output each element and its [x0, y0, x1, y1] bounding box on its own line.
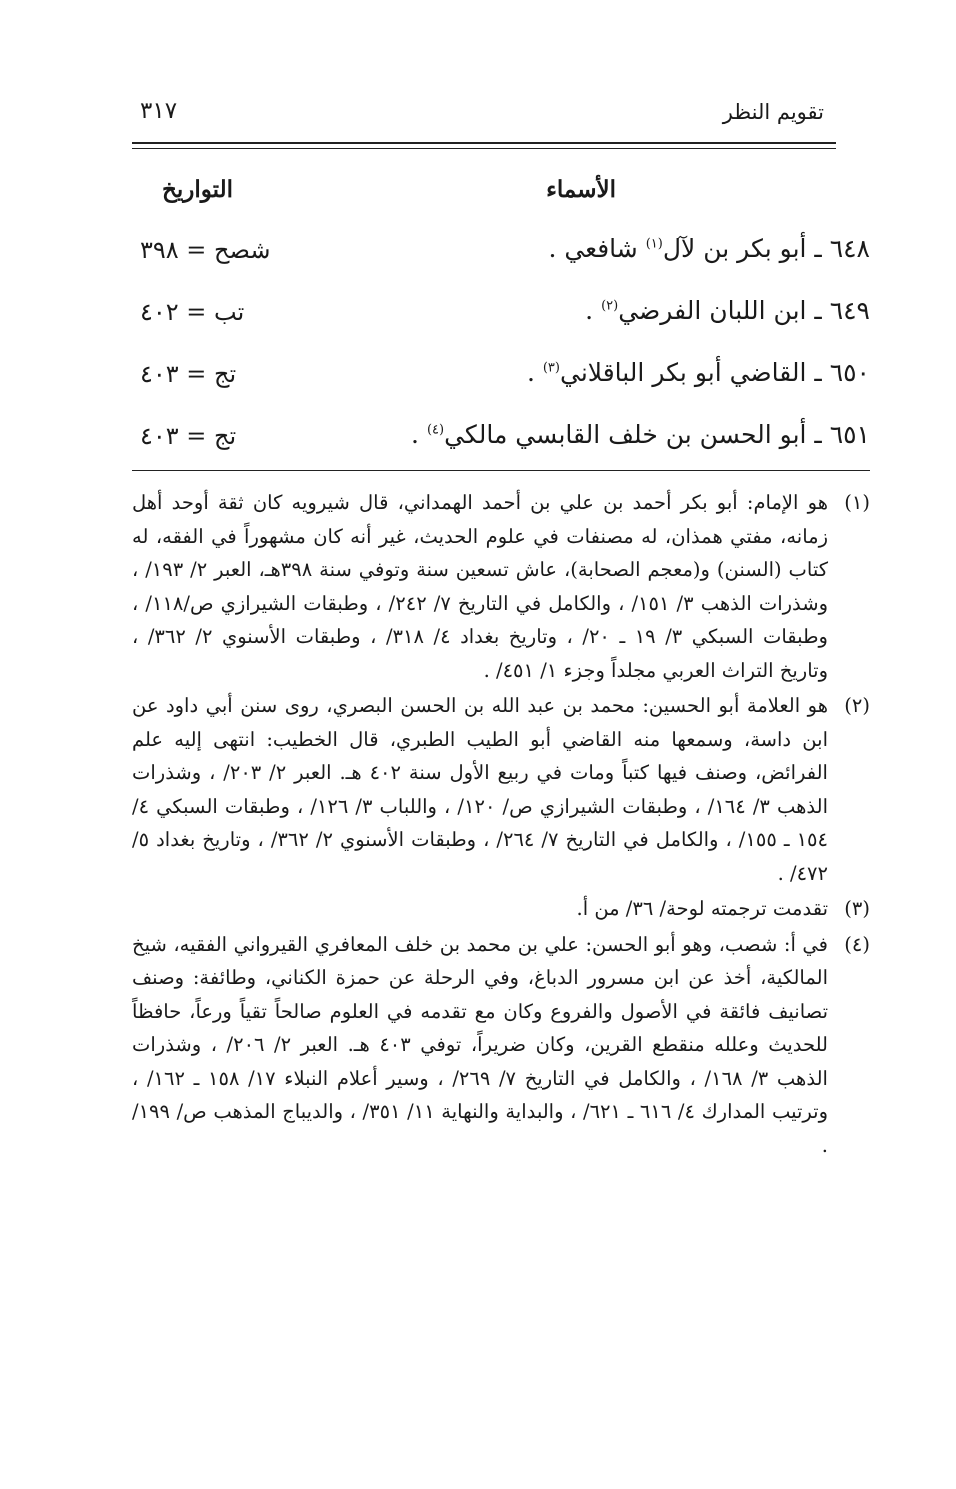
entry-name: ٦٤٩ ـ ابن اللبان الفرضي [618, 296, 870, 325]
footnote-text: تقدمت ترجمته لوحة/ ٣٦/ من أ. [576, 897, 828, 920]
footnote-text: هو الإمام: أبو بكر أحمد بن علي بن أحمد الهمداني، قال شيرويه كان ثقة أوحد أهل زمانه، مفتي همذان، له مصنفات في علوم الحديث، غير أنه كان مشهوراً في الفقه، له كتاب (السنن) و(معجم الصحابة)، عاش تسعين سنة وتوفي سنة ٣٩٨هـ، العبر ٢/ ١٩٣/ ، وشذرات الذهب ٣/ ١٥١/ ، والكامل في التاريخ ٧/ ٢٤٢/ ، وطبقات الشيرازي ص/١١٨/ ، وطبقات السبكي ٣/ ١٩ ـ ٢٠/ ، وتاريخ بغداد ٤/ ٣١٨/ ، وطبقات الأسنوي ٢/ ٣٦٢/ ، وتاريخ التراث العربي مجلداً وجزء ١/ ٤٥١/ . [132, 491, 829, 682]
entry-row [132, 352, 870, 414]
footnote-marker: (١) [645, 236, 663, 252]
footnote-marker: (٤) [426, 422, 445, 438]
footnotes [132, 486, 870, 1164]
book-title: تقويم النظر [722, 100, 824, 124]
entries-list [132, 228, 870, 476]
footnote-marker: (٢) [601, 298, 619, 314]
footnote-text: هو العلامة أبو الحسين: محمد بن عبد الله بن الحسن البصري، روى سنن أبي داود عن ابن داسة، وسمعها منه القاضي أبو الطيب الطبري، قال الخطيب: انتهى إليه علم الفرائض، وصنف فيها كتباً ومات في ربيع الأول سنة ٤٠٢ هـ. العبر ٢/ ٢٠٣/ ، وشذرات الذهب ٣/ ١٦٤/ ، وطبقات الشيرازي ص/ ١٢٠/ ، واللباب ٣/ ١٢٦/ ، وطبقات السبكي ٤/ ١٥٤ ـ ١٥٥/ ، والكامل في التاريخ ٧/ ٢٦٤/ ، وطبقات الأسنوي ٢/ ٣٦٢/ ، وتاريخ بغداد ٥/ ٤٧٢/ . [132, 694, 828, 885]
entry-date: تج = ٤٠٣ [140, 422, 237, 450]
entry-suffix: . [411, 420, 427, 449]
entry-date: شصح = ٣٩٨ [140, 236, 271, 264]
entry-row [132, 228, 870, 290]
entry-suffix: . [526, 358, 543, 387]
names-column-heading: الأسماء [546, 176, 616, 203]
footnote-marker: (٣) [542, 360, 560, 376]
entry-row [132, 414, 870, 476]
footnote-number: (٣) [844, 897, 870, 920]
footnote-separator [132, 470, 870, 471]
footnote-text: في أ: شصب، وهو أبو الحسن: علي بن محمد بن خلف المعافري القيرواني الفقيه، شيخ المالكية، أخذ عن ابن مسرور الدباغ، وفي الرحلة عن حمزة الكناني، وطائفة: وصنف تصانيف فائقة في الأصول والفروع وكان مع تقدمه في العلوم صالحاً تقياً ورعاً، حافظاً للحديث وعلله منقطع القرين، وكان ضريراً، توفي ٤٠٣ هـ. العبر ٢/ ٢٠٦/ ، وشذرات الذهب ٣/ ١٦٨/ ، والكامل في التاريخ ٧/ ٢٦٩/ ، وسير أعلام النبلاء ١٧/ ١٥٨ ـ ١٦٢/ ، وترتيب المدارك ٤/ ٦١٦ ـ ٦٢١/ ، والبداية والنهاية ١١/ ٣٥١/ ، والديباج المذهب ص/ ١٩٩/ . [132, 932, 829, 1157]
entry-suffix: شافعي . [548, 234, 646, 263]
footnote-number: (٤) [844, 932, 870, 956]
entry-row [132, 290, 870, 352]
footnote-number: (١) [844, 491, 870, 514]
footnote [132, 486, 870, 687]
dates-column-heading: التواريخ [162, 176, 233, 203]
entry-date: تج = ٤٠٣ [140, 360, 237, 388]
header-rule [132, 142, 836, 149]
footnote [132, 928, 870, 1163]
footnote [132, 689, 870, 890]
entry-name: ٦٥٠ ـ القاضي أبو بكر الباقلاني [559, 358, 870, 387]
footnote-number: (٢) [844, 694, 870, 717]
page-header [132, 100, 824, 140]
entry-name: ٦٤٨ ـ أبو بكر بن لآل [662, 234, 870, 263]
footnote [132, 892, 870, 926]
entry-suffix: . [585, 296, 602, 325]
entry-name: ٦٥١ ـ أبو الحسن بن خلف القابسي مالكي [444, 420, 870, 449]
entry-date: تب = ٤٠٢ [140, 298, 245, 326]
page-number: ٣١٧ [140, 98, 178, 124]
